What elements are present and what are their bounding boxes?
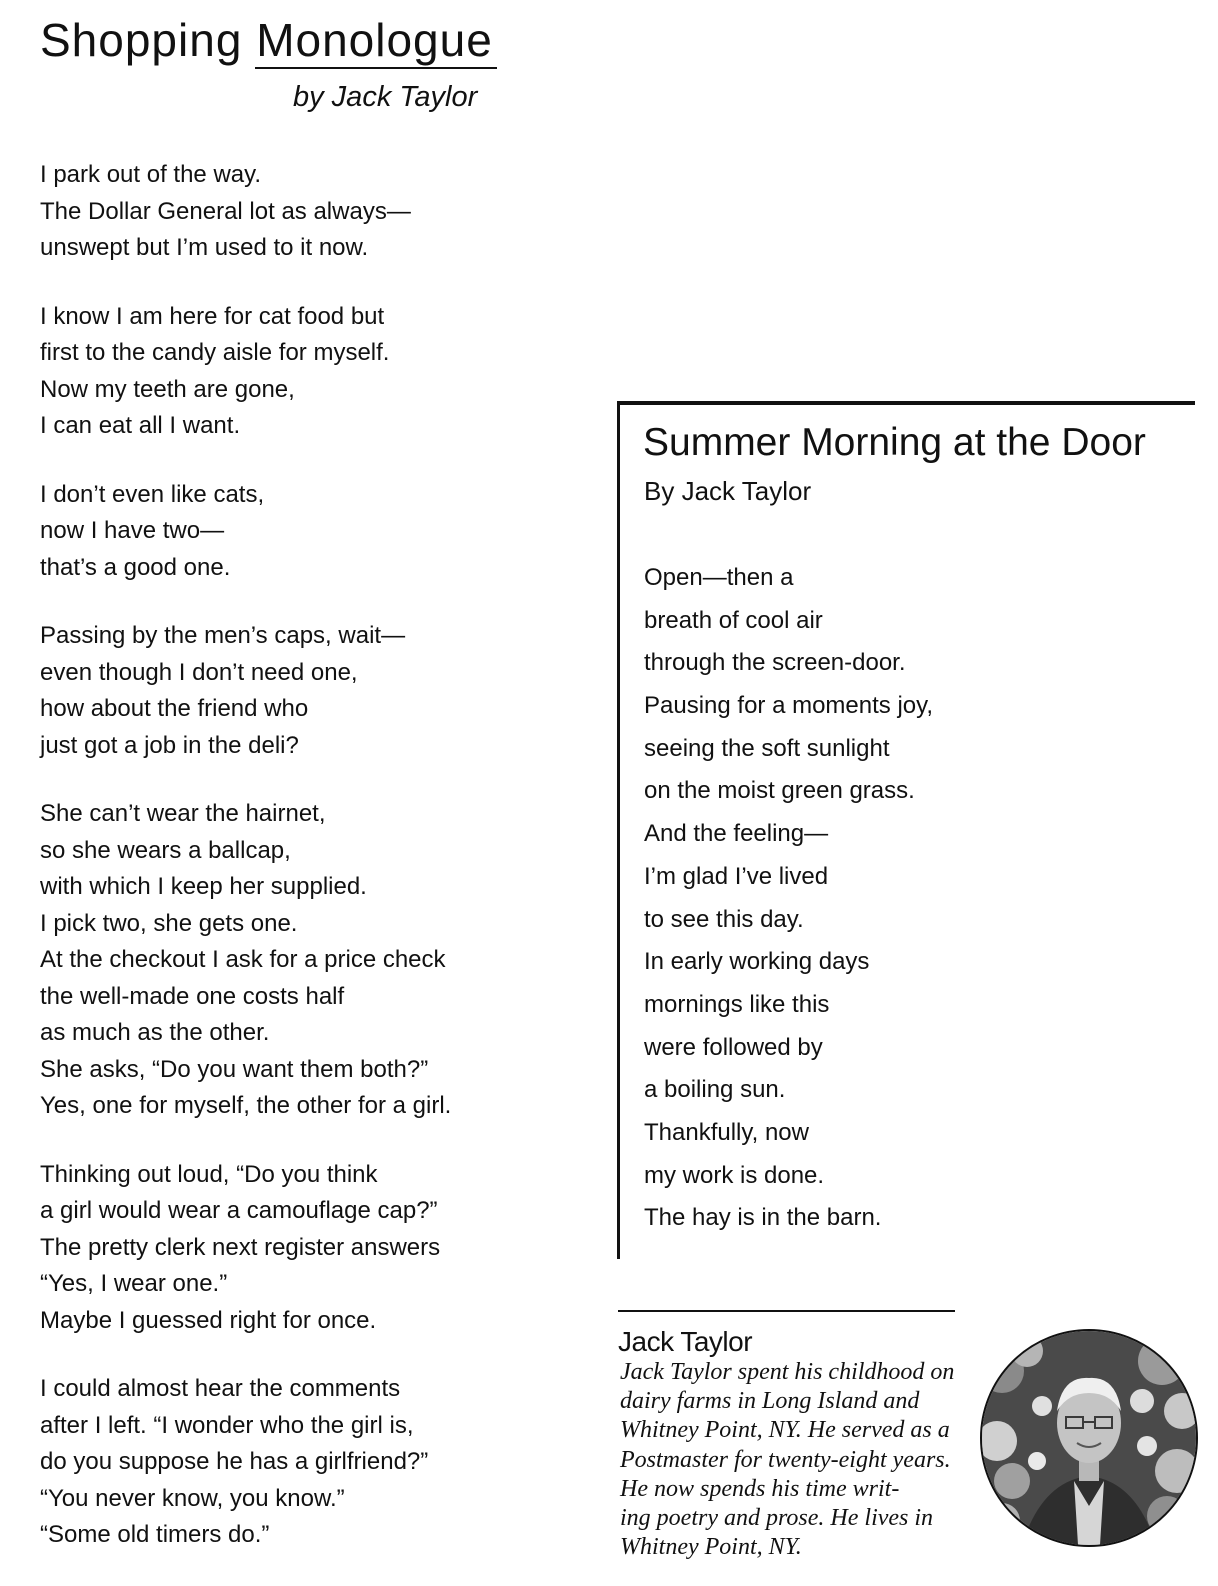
poem-line: a boiling sun.: [644, 1076, 786, 1104]
poem-line: Maybe I guessed right for once.: [40, 1306, 377, 1334]
bio-author-name: Jack Taylor: [618, 1326, 753, 1357]
poem-line: I’m glad I’ve lived: [644, 862, 829, 890]
author-portrait-image: [982, 1331, 1196, 1545]
poem-line: do you suppose he has a girlfriend?”: [40, 1448, 429, 1475]
poem-line: Pausing for a moments joy,: [644, 692, 934, 720]
poem-line: a girl would wear a camouflage cap?”: [40, 1197, 438, 1224]
poem-line: seeing the soft sunlight: [644, 734, 890, 762]
bio-text: [620, 1358, 954, 1562]
poem-line: were followed by: [644, 1033, 823, 1061]
poem-line: how about the friend who: [40, 695, 309, 722]
poem-title: [40, 12, 493, 68]
bio-line: Whitney Point, NY.: [620, 1534, 802, 1561]
stanza-1: [40, 157, 580, 267]
bio-line: Whitney Point, NY. He served as a: [620, 1417, 950, 1444]
poem-line: so she wears a ballcap,: [40, 836, 291, 864]
poem-line: She can’t wear the hairnet,: [40, 800, 326, 827]
poem-line: just got a job in the deli?: [40, 731, 299, 759]
poem-line: I don’t even like cats,: [40, 480, 265, 508]
poem-line: I pick two, she gets one.: [40, 909, 298, 937]
poem-line: with which I keep her supplied.: [40, 873, 367, 900]
sidebar-poem-byline: By Jack Taylor: [644, 476, 812, 506]
stanza-5: [40, 796, 580, 1125]
poem-line: “You never know, you know.”: [40, 1484, 345, 1512]
poem-title-part1: Shopping: [40, 14, 257, 66]
poem-line: The hay is in the barn.: [644, 1204, 882, 1232]
poem-line: mornings like this: [644, 990, 830, 1018]
poem-line: Thinking out loud, “Do you think: [40, 1160, 378, 1188]
poem-title-part2: Monologue: [256, 14, 493, 66]
poem-line: “Some old timers do.”: [40, 1521, 270, 1548]
poem-line: through the screen-door.: [644, 649, 906, 677]
poem-line: And the feeling—: [644, 820, 829, 848]
poem-line: first to the candy aisle for myself.: [40, 339, 390, 366]
poem-line: on the moist green grass.: [644, 777, 915, 805]
author-portrait: [980, 1329, 1198, 1547]
bio-line: dairy farms in Long Island and: [620, 1388, 920, 1415]
poem-line: Now my teeth are gone,: [40, 375, 295, 403]
poem-line: now I have two—: [40, 517, 225, 544]
bio-line: Postmaster for twenty-eight years.: [620, 1446, 951, 1473]
poem-line: Open—then a: [644, 564, 794, 591]
poem-line: unswept but I’m used to it now.: [40, 234, 369, 261]
poem-line: I park out of the way.: [40, 161, 262, 188]
poem-line: The Dollar General lot as always—: [40, 197, 411, 225]
poem-line: my work is done.: [644, 1161, 825, 1189]
bio-line: He now spends his time writ-: [620, 1475, 900, 1502]
poem-line: Passing by the men’s caps, wait—: [40, 622, 406, 649]
poem-line: At the checkout I ask for a price check: [40, 946, 446, 973]
poem-line: breath of cool air: [644, 606, 823, 634]
stanza-6: [40, 1157, 580, 1340]
poem-line: I know I am here for cat food but: [40, 302, 385, 330]
poem-line: In early working days: [644, 948, 870, 976]
bio-line: ing poetry and prose. He lives in: [620, 1504, 934, 1531]
title-underline: [255, 67, 497, 69]
poem-line: Thankfully, now: [644, 1118, 809, 1146]
poem-line: even though I don’t need one,: [40, 658, 358, 686]
poem-line: I can eat all I want.: [40, 412, 241, 439]
poem-line: after I left. “I wonder who the girl is,: [40, 1411, 414, 1439]
sidebar-poem-title: Summer Morning at the Door: [643, 421, 1146, 464]
stanza-3: [40, 477, 580, 587]
poem-line: “Yes, I wear one.”: [40, 1270, 228, 1297]
poem-body: [40, 157, 580, 1586]
poem-line: that’s a good one.: [40, 553, 231, 581]
poem-line: as much as the other.: [40, 1019, 270, 1046]
stanza-2: [40, 299, 580, 445]
poem-line: to see this day.: [644, 905, 804, 933]
poem-line: Yes, one for myself, the other for a girl.: [40, 1092, 452, 1119]
stanza-7: [40, 1371, 580, 1554]
poem-line: the well-made one costs half: [40, 982, 345, 1010]
poem-line: She asks, “Do you want them both?”: [40, 1055, 429, 1083]
poem-byline: by Jack Taylor: [293, 81, 478, 113]
stanza-4: [40, 618, 580, 764]
bio-line: Jack Taylor spent his childhood on: [620, 1359, 955, 1385]
sidebar-poem-body: [644, 557, 933, 1240]
bio-divider: [618, 1310, 955, 1312]
poem-line: I could almost hear the comments: [40, 1375, 401, 1402]
poem-line: The pretty clerk next register answers: [40, 1233, 441, 1261]
